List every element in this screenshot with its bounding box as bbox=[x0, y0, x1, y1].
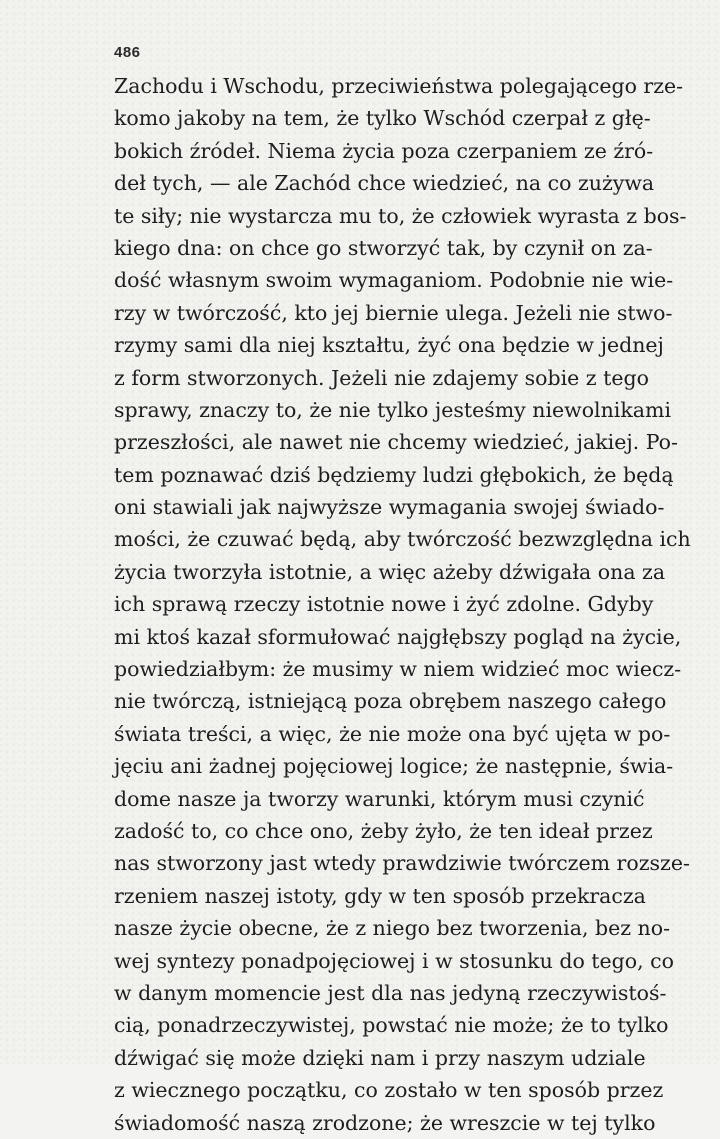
text-line: życia tworzyła istotnie, a więc ażeby dźwigała ona za bbox=[114, 559, 666, 584]
text-line: kiego dna: on chce go stworzyć tak, by czynił on za- bbox=[114, 235, 653, 260]
text-line: ich sprawą rzeczy istotnie nowe i żyć zdolne. Gdyby bbox=[114, 592, 654, 617]
text-line: oni stawiali jak najwyższe wymagania swojej świado- bbox=[114, 495, 665, 520]
text-line: komo jakoby na tem, że tylko Wschód czerpał z głę- bbox=[114, 106, 651, 131]
text-line: Zachodu i Wschodu, przeciwieństwa polegającego rze- bbox=[114, 74, 684, 98]
text-line: świata treści, a więc, że nie może ona być ujęta w po- bbox=[114, 721, 671, 746]
text-line: tem poznawać dziś będziemy ludzi głębokich, że będą bbox=[114, 462, 674, 487]
text-line: deł tych, — ale Zachód chce wiedzieć, na co zużywa bbox=[114, 171, 655, 196]
text-line: w danym momencie jest dla nas jedyną rzeczywistoś- bbox=[114, 980, 667, 1005]
text-line: sprawy, znaczy to, że nie tylko jesteśmy niewolnikami bbox=[114, 397, 672, 422]
text-line: rzy w twórczość, kto jej biernie ulega. Jeżeli nie stwo- bbox=[114, 300, 673, 325]
text-line: nie twórczą, istniejącą poza obrębem naszego całego bbox=[114, 689, 667, 714]
text-line: rzeniem naszej istoty, gdy w ten sposób przekracza bbox=[114, 883, 646, 908]
text-line: nasze życie obecne, że z niego bez tworzenia, bez no- bbox=[114, 916, 671, 941]
text-line: rzymy sami dla niej kształtu, żyć ona będzie w jednej bbox=[114, 333, 664, 358]
text-line: z form stworzonych. Jeżeli nie zdajemy sobie z tego bbox=[114, 365, 649, 390]
text-line: mi ktoś kazał sformułować najgłębszy pogląd na życie, bbox=[114, 624, 682, 649]
text-line: mości, że czuwać będą, aby twórczość bezwzględna ich bbox=[114, 527, 691, 552]
page-number: 486 bbox=[114, 44, 141, 61]
text-line: dźwigać się może dzięki nam i przy naszym udziale bbox=[114, 1045, 646, 1070]
body-text bbox=[114, 70, 691, 1139]
text-line: dość własnym swoim wymaganiom. Podobnie nie wie- bbox=[114, 268, 674, 293]
text-line: dome nasze ja tworzy warunki, którym musi czynić bbox=[114, 786, 645, 811]
text-line: świadomość naszą zrodzone; że wreszcie w tej tylko bbox=[114, 1110, 656, 1135]
text-line: z wiecznego początku, co zostało w ten sposób przez bbox=[114, 1078, 664, 1103]
text-line: te siły; nie wystarcza mu to, że człowiek wyrasta z bos- bbox=[114, 203, 687, 228]
text-line: wej syntezy ponadpojęciowej i w stosunku do tego, co bbox=[114, 948, 674, 973]
text-line: przeszłości, ale nawet nie chcemy wiedzieć, jakiej. Po- bbox=[114, 430, 678, 455]
text-line: jęciu ani żadnej pojęciowej logice; że następnie, świa- bbox=[114, 754, 674, 779]
text-line: bokich źródeł. Niema życia poza czerpaniem ze źró- bbox=[114, 138, 654, 163]
text-line: nas stworzony jast wtedy prawdziwie twórczem rozsze- bbox=[114, 851, 690, 876]
text-line: cią, ponadrzeczywistej, powstać nie może; że to tylko bbox=[114, 1013, 669, 1038]
text-line: zadość to, co chce ono, żeby żyło, że ten ideał przez bbox=[114, 818, 653, 843]
text-line: powiedziałbym: że musimy w niem widzieć moc wiecz- bbox=[114, 657, 682, 682]
